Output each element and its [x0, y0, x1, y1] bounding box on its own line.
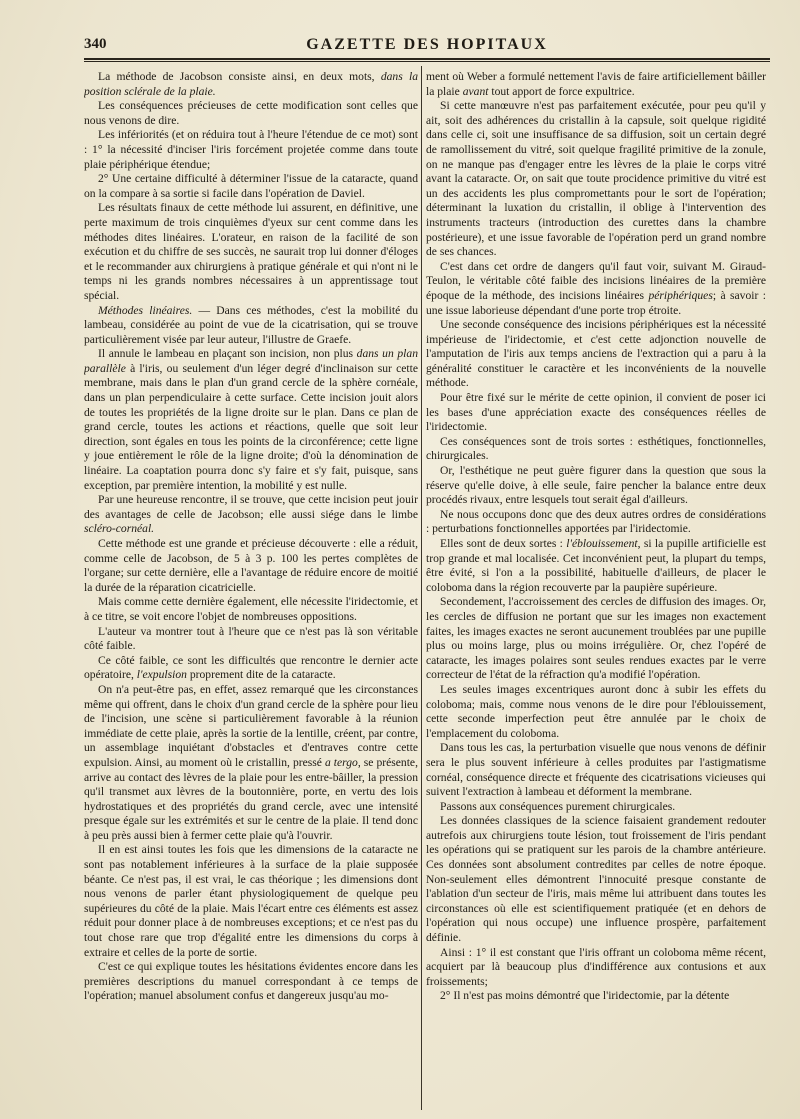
paragraph — [426, 989, 766, 1004]
paragraph-text: Ce côté faible, ce sont les difficultés que rencontre le dernier acte opératoire, — [84, 653, 418, 682]
paragraph — [426, 464, 766, 508]
paragraph — [426, 391, 766, 435]
paragraph-text: On n'a peut-être pas, en effet, assez remarqué que les circonstances même qui offrent, dans le choix d'un grand cercle de la sphère pour lieu de l'incision, une scène si particulièrement favorable à la réunion immédiate de cette plaie, après la sortie de la lentille, créent, par contre, un assemblage inquiétant d'obstacles et d'entraves contre cette expulsion. Ainsi, au moment où le cristallin, pressé — [84, 682, 418, 769]
italic-text: a tergo — [324, 755, 358, 769]
paragraph-text: Cette méthode est une grande et précieuse découverte : elle a réduit, comme celle de Jacobson, de 5 à 3 p. 100 les pertes complètes de l'organe; sur cette dernière, elle a l'avantage de réduire encore de moitié la durée de la réparation cicatricielle. — [84, 537, 418, 594]
page-number: 340 — [84, 36, 107, 52]
paragraph — [84, 128, 418, 172]
paragraph — [426, 741, 766, 799]
paragraph-text: ment où Weber a formulé nettement l'avis de faire artificiellement bâiller la plaie — [426, 70, 766, 98]
journal-title: GAZETTE DES HOPITAUX — [306, 36, 548, 53]
paragraph-text: — Dans ces méthodes, c'est la mobilité du lambeau, considérée au point de vue de la cicatrisation, qui se trouve particulièrement visée par leur auteur, l'illustre de Graefe. — [84, 303, 418, 346]
italic-text: périphériques — [648, 288, 713, 302]
paragraph-text: Secondement, l'accroissement des cercles de diffusion des images. Or, les cercles de diffusion ne portant que sur les images non exactement faites, les images exactes ne seront aucunement troublées par une pupille plus ou moins large, plus ou moins irrégulière. Or, chez l'opéré de cataracte, les images polaires sont seules rendues exactes par le verre correcteur de l'état de la réfraction qu'a modifié l'opération. — [426, 595, 766, 682]
italic-text: l'expulsion — [136, 668, 187, 682]
paragraph — [84, 683, 418, 844]
paragraph — [84, 595, 418, 624]
paragraph — [426, 595, 766, 683]
paragraph — [426, 814, 766, 945]
paragraph — [426, 537, 766, 595]
paragraph-text: Les conséquences précieuses de cette modification sont celles que nous venons de dire. — [84, 99, 418, 127]
paragraph-text: L'auteur va montrer tout à l'heure que ce n'est pas là son véritable côté faible. — [84, 624, 418, 653]
italic-text: dans la position sclérale de la plaie. — [84, 70, 418, 98]
paragraph-text: La méthode de Jacobson consiste ainsi, en deux mots, — [98, 70, 381, 83]
paragraph-text: proprement dite de la cataracte. — [186, 668, 336, 682]
paragraph-text: ; à savoir : une issue laborieuse dépendant d'une porte trop étroite. — [426, 288, 766, 317]
paragraph-text: Par une heureuse rencontre, il se trouve, que cette incision peut jouir des avantages de celle de Jacobson; elle aussi siége dans le limbe — [84, 493, 418, 521]
paragraph — [84, 201, 418, 303]
paragraph — [84, 70, 418, 99]
paragraph — [84, 537, 418, 595]
paragraph-text: C'est dans cet ordre de dangers qu'il faut voir, suivant M. Giraud-Teulon, le véritable côté faible des incisions linéaires de la première époque de la méthode, des incisions linéaires — [426, 259, 766, 302]
paragraph — [84, 625, 418, 654]
paragraph-text: Si cette manœuvre n'est pas parfaitement exécutée, pour peu qu'il y ait, soit des adhérences du cristallin à la capsule, soit quelque rigidité dans celle ci, soit une insuffisance de sa diffusion, soit un certain degré de ramollissement du vitré, soit quelque fragilité primitive de la zonule, on ne manque pas d'engager entre les lèvres de la plaie le corps vitré avant la cataracte. Or, on sait que toute procidence primitive du vitré est un des accidents les plus compromettants pour le sort de l'opération; déterminant la luxation du cristallin, il oblige à l'intervention des instruments tracteurs (introduction des curettes dans la chambre postérieure), et une issue favorable de l'opération perd un grand nombre de ses chances. — [426, 99, 766, 259]
paragraph — [426, 800, 766, 815]
paragraph-text: , se présente, arrive au contact des lèvres de la plaie pour les entre-bâiller, la pression qu'il transmet aux lèvres de la boutonnière, porte, en vertu des lois hydrostatiques et des propriétés du grand cercle, avec une intensité presque égale sur les extrémités et sur le centre de la plaie. Il tend donc à peu près aussi bien à fermer cette plaie qu'à l'ouvrir. — [84, 755, 418, 842]
right-column — [426, 70, 766, 1110]
paragraph-text: Pour être fixé sur le mérite de cette opinion, il convient de poser ici les bases d'une appréciation exacte des conséquences réelles de l'iridectomie. — [426, 391, 766, 434]
paragraph — [84, 493, 418, 537]
paragraph-text: Ainsi : 1° il est constant que l'iris offrant un coloboma même récent, acquiert par là beaucoup plus d'indifférence aux contusions et aux froissements; — [426, 945, 766, 988]
paragraph-text: Ne nous occupons donc que des deux autres ordres de considérations : perturbations fonctionnelles apportées par l'iridectomie. — [426, 507, 766, 536]
italic-text: dans un plan parallèle — [84, 347, 418, 375]
paragraph — [426, 99, 766, 260]
paragraph — [426, 318, 766, 391]
paragraph-text: Dans tous les cas, la perturbation visuelle que nous venons de définir sera le plus souvent inférieure à celles produites par l'astigmatisme cornéal, conséquence directe et fréquente des cicatrisations vicieuses qui suivent l'extraction à lambeau et déforment la membrane. — [426, 741, 766, 799]
column-divider — [421, 66, 422, 1110]
paragraph — [84, 99, 418, 128]
paragraph-text: Les infériorités (et on réduira tout à l'heure l'étendue de ce mot) sont : 1° la nécessité d'inciser l'iris forcément projetée comme dans toute plaie périphérique étendue; — [84, 128, 418, 171]
paragraph-text: Il en est ainsi toutes les fois que les dimensions de la cataracte ne sont pas notablement inférieures à la surface de la plaie supposée béante. Ce n'est pas, il est vrai, le cas théorique ; les dimensions dont nous venons de parler étant physiologiquement de quelque peu supérieures du côté de la plaie. Mais l'écart entre ces éléments est assez réduit pour donner place à de nombreuses exceptions; et ce n'est pas du tout chose rare que trop d'égalité entre les dimensions du corps à extraire et celles de la porte de sortie. — [84, 843, 418, 959]
paragraph-text: Elles sont de deux sortes : — [440, 537, 567, 550]
paragraph-text: C'est ce qui explique toutes les hésitations évidentes encore dans les premières descriptions du manuel correspondant à ce temps de l'opération; manuel absolument confus et dangereux jusqu'au mo- — [84, 960, 418, 1003]
paragraph — [84, 304, 418, 348]
paragraph — [426, 260, 766, 318]
paragraph — [426, 508, 766, 537]
italic-text: Méthodes linéaires. — [98, 303, 193, 317]
paragraph-text: Une seconde conséquence des incisions périphériques est la nécessité impérieuse de l'iridectomie, et c'est cette adjonction nouvelle de l'amputation de l'iris aux temps anciens de l'extraction qui a paru à la généralité constituer le caractère et les inconvénients de la nouvelle méthode. — [426, 318, 766, 390]
paragraph-text: Les résultats finaux de cette méthode lui assurent, en définitive, une perte maximum de trois cinquièmes d'yeux sur cent comme dans les méthodes dites linéaires. L'orateur, en raison de la facilité de son exécution et du chiffre de ses succès, ne saurait trop lui donner d'éloges et le recommander aux chirurgiens à pratique générale et qui n'ont ni le temps ni les grands nombres nécessaires à un apprentissage tout spécial. — [84, 201, 418, 302]
paragraph — [426, 70, 766, 99]
paragraph-text: Or, l'esthétique ne peut guère figurer dans la question que sous la réserve qu'elle doive, à elle seule, faire pencher la balance entre deux procédés rivaux, entre lesquels tout serait égal d'ailleurs. — [426, 464, 766, 507]
paragraph — [426, 683, 766, 741]
paragraph — [84, 960, 418, 1004]
paragraph — [426, 946, 766, 990]
paragraph — [84, 843, 418, 960]
paragraph-text: 2° Une certaine difficulté à déterminer l'issue de la cataracte, quand on la compare à sa sortie si facile dans l'opération de Daviel. — [84, 172, 418, 200]
paragraph-text: 2° Il n'est pas moins démontré que l'iridectomie, par la détente — [440, 989, 730, 1003]
paragraph-text: Passons aux conséquences purement chirurgicales. — [440, 799, 676, 813]
paragraph — [84, 347, 418, 493]
paragraph-text: à l'iris, ou seulement d'un léger degré d'inclinaison sur cette membrane, mais dans le plan d'un grand cercle de la sphère cornéale, dans un plan perpendiculaire à cette surface. Cette incision jouit alors de toutes les propriétés de la ligne droite sur le plan. Dans ce plan de grand cercle, toutes les actions et réactions, quelle que soit leur direction, sont égales en tous les points de la circonférence; cette ligne y joue entièrement le rôle de la ligne droite; d'où la dénomination de linéaire. La coaptation pourra donc s'y faire et s'y fait, puisque, sans exception, par première intention, la mobilité y est nulle. — [84, 361, 418, 492]
italic-text: avant — [462, 84, 489, 98]
header-rule — [84, 61, 770, 62]
italic-text: scléro-cornéal. — [84, 522, 155, 536]
paragraph — [84, 654, 418, 683]
paragraph-text: Il annule le lambeau en plaçant son incision, non plus — [98, 347, 357, 361]
paragraph-text: , si la pupille artificielle est trop grande et mal localisée. Cet inconvénient peut, la plupart du temps, être évité, si l'on a la possibilité, habituelle d'ailleurs, de placer le coloboma dans la région recouverte par la paupière supérieure. — [426, 537, 766, 594]
paragraph-text: Les seules images excentriques auront donc à subir les effets du coloboma; mais, comme nous venons de le dire pour l'éblouissement, cette seconde imperfection peut être annulée par le choix de l'emplacement du coloboma. — [426, 682, 766, 740]
paragraph-text: Ces conséquences sont de trois sortes : esthétiques, fonctionnelles, chirurgicales. — [426, 434, 766, 463]
italic-text: l'éblouissement — [566, 537, 638, 550]
page-header — [84, 34, 770, 60]
paragraph-text: Les données classiques de la science faisaient grandement redouter autrefois aux chirurgiens toute lésion, tout froissement de l'iris pendant les opérations qui se pratiquent sur les parois de la chambre antérieure. Ces données sont absolument contredites par celles de notre époque. Non-seulement elles démontrent l'innocuité presque constante de l'ablation d'un secteur de l'iris, mais même lui attribuent dans toutes les circonstances où elle est scientifiquement pratiquée (et en dehors de l'opération qui nous occupe) une influence prospère, parfaitement définie. — [426, 814, 766, 945]
paragraph-text: tout apport de force expultrice. — [488, 84, 635, 98]
left-column — [84, 70, 418, 1110]
paragraph — [84, 172, 418, 201]
paragraph-text: Mais comme cette dernière également, elle nécessite l'iridectomie, et à ce titre, se voit encore l'objet de nombreuses oppositions. — [84, 595, 418, 623]
paragraph — [426, 435, 766, 464]
